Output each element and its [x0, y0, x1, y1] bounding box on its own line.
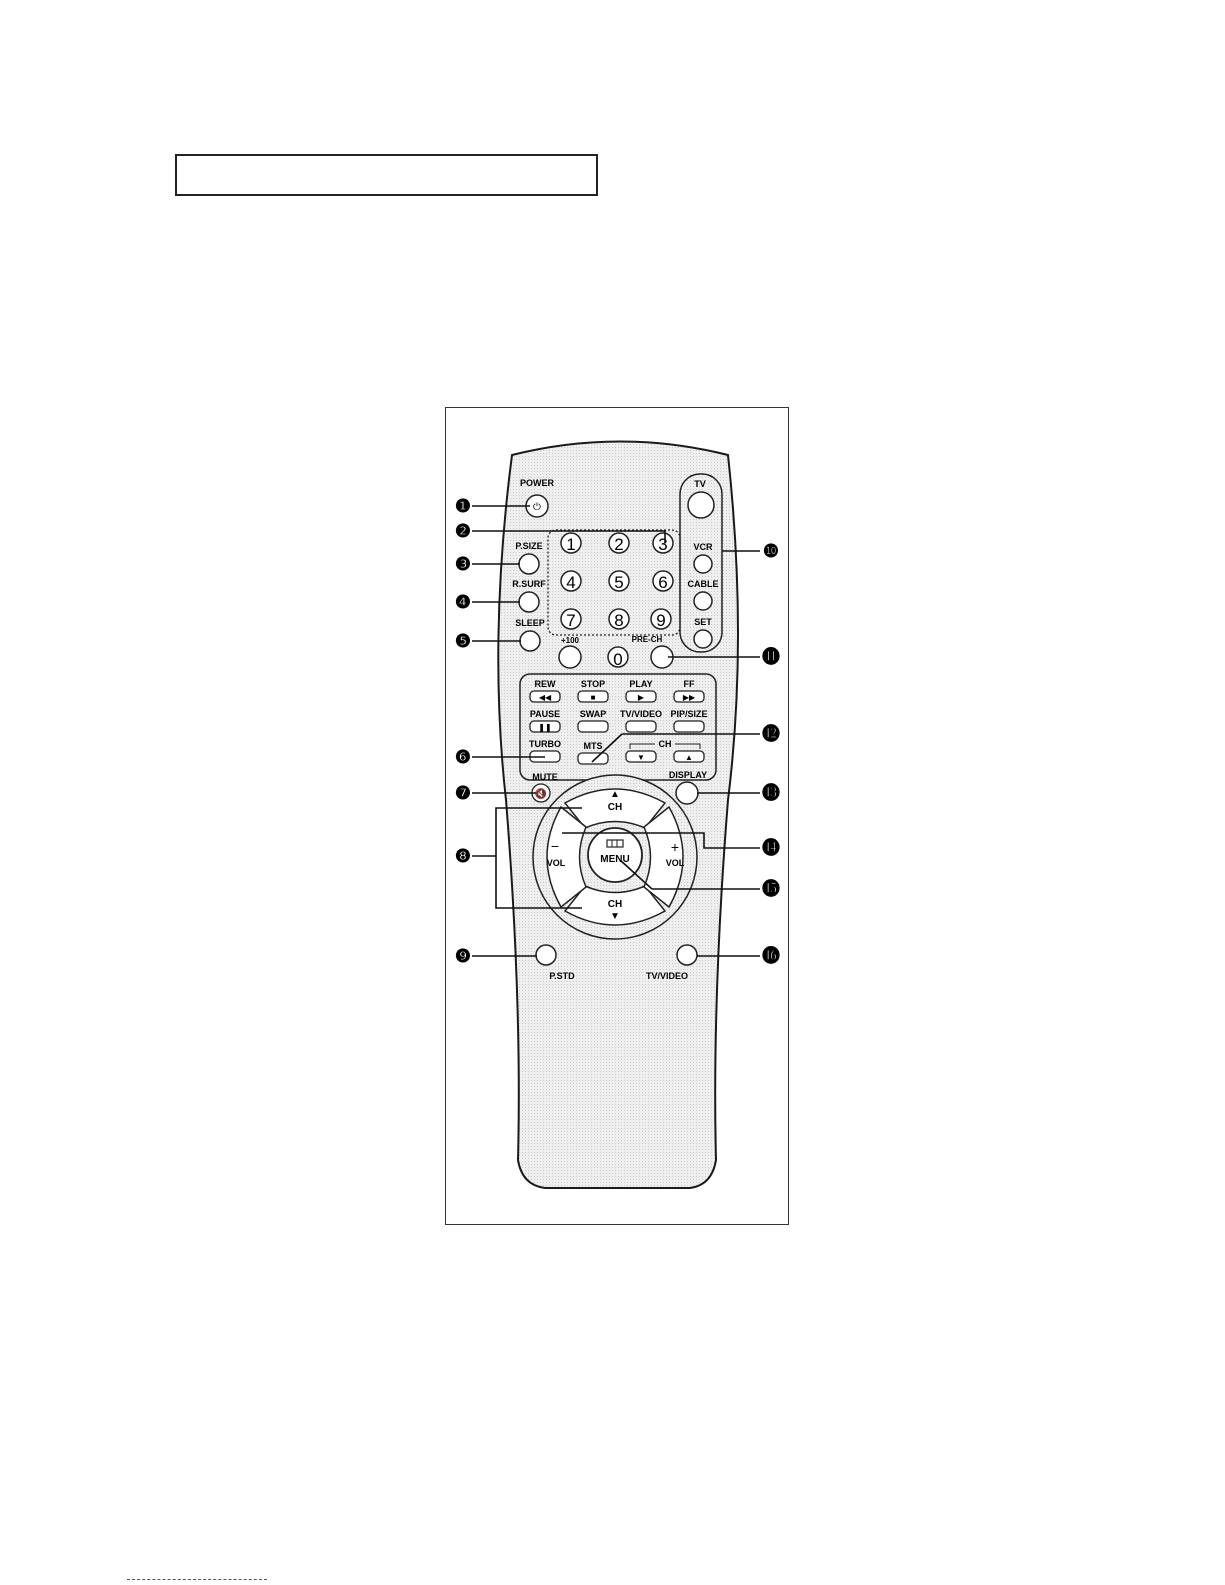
ch-down-label: CH — [607, 899, 623, 910]
tvvideo-label: TV/VIDEO — [645, 971, 689, 981]
digit-8-label: 8 — [614, 611, 624, 630]
mute-label: MUTE — [532, 772, 558, 782]
prech-label: PRE-CH — [631, 635, 663, 644]
vol-minus-label: VOL — [546, 858, 566, 868]
tv-button[interactable] — [688, 492, 714, 518]
ch-down-arrow-icon: ▼ — [610, 911, 620, 922]
callout-8: ❽ — [454, 846, 472, 866]
set-label: SET — [694, 617, 712, 627]
pstd-button[interactable] — [536, 945, 556, 965]
tvvideo-button[interactable] — [677, 945, 697, 965]
callout-4: ❹ — [454, 592, 472, 612]
mts-button[interactable] — [578, 753, 608, 764]
plus-icon: + — [670, 839, 680, 855]
minus-icon: − — [550, 838, 560, 854]
callout-7: ❼ — [454, 783, 472, 803]
sleep-button[interactable] — [520, 631, 540, 651]
vol-plus-label: VOL — [665, 858, 685, 868]
digit-7-label: 7 — [566, 611, 576, 630]
ch-down-small-icon: ▼ — [637, 753, 645, 762]
digit-1-label: 1 — [566, 535, 576, 554]
power-label: POWER — [519, 478, 555, 488]
callout-11: ⓫ — [762, 647, 780, 667]
sleep-label: SLEEP — [515, 618, 545, 628]
pause-icon: ❚❚ — [538, 723, 552, 732]
footer-rule — [127, 1579, 267, 1580]
callout-6: ❻ — [454, 747, 472, 767]
callout-1: ❶ — [454, 496, 472, 516]
display-button[interactable] — [676, 782, 698, 804]
callout-16: ⓰ — [762, 946, 780, 966]
digit-9-label: 9 — [656, 611, 666, 630]
callout-5: ❺ — [454, 631, 472, 651]
pause-label: PAUSE — [529, 709, 561, 719]
play-label: PLAY — [629, 679, 653, 689]
ff-label: FF — [683, 679, 695, 689]
mute-icon: 🔇 — [534, 789, 548, 800]
callout-14: ⓮ — [762, 838, 780, 858]
vcr-label: VCR — [693, 542, 713, 552]
callout-2: ❷ — [454, 521, 472, 541]
ch-up-arrow-icon: ▲ — [610, 789, 620, 800]
pipsize-label: PIP/SIZE — [670, 709, 708, 719]
cable-label: CABLE — [687, 579, 719, 589]
ch-small-label: CH — [658, 739, 672, 749]
digit-0-label: 0 — [613, 650, 623, 669]
psize-label: P.SIZE — [515, 541, 543, 551]
rsurf-button[interactable] — [519, 592, 539, 612]
plus100-button[interactable] — [559, 646, 581, 668]
ch-up-small-icon: ▲ — [685, 753, 693, 762]
set-button[interactable] — [694, 630, 712, 648]
callout-15: ⓯ — [762, 879, 780, 899]
pstd-label: P.STD — [549, 971, 575, 981]
digit-5-label: 5 — [614, 573, 624, 592]
digit-2-label: 2 — [614, 535, 624, 554]
callout-9: ❾ — [454, 946, 472, 966]
plus100-label: +100 — [560, 636, 580, 645]
mts-label: MTS — [583, 741, 603, 751]
turbo-label: TURBO — [529, 739, 561, 749]
stop-label: STOP — [580, 679, 606, 689]
digit-4-label: 4 — [566, 573, 576, 592]
ff-icon: ▶▶ — [682, 693, 696, 702]
pipsize-button[interactable] — [674, 721, 704, 732]
callout-10: ❿ — [762, 541, 780, 561]
tv-label: TV — [694, 479, 706, 489]
rew-label: REW — [534, 679, 556, 689]
callout-12: ⓬ — [762, 724, 780, 744]
vcr-button[interactable] — [694, 555, 712, 573]
swap-button[interactable] — [578, 721, 608, 732]
rew-icon: ◀◀ — [538, 693, 552, 702]
display-label: DISPLAY — [668, 770, 708, 780]
callout-3: ❸ — [454, 554, 472, 574]
play-icon: ▶ — [637, 693, 645, 702]
stop-icon: ■ — [590, 693, 596, 702]
callout-13: ⓭ — [762, 783, 780, 803]
number-keys — [561, 533, 673, 630]
swap-label: SWAP — [579, 709, 607, 719]
ch-up-label: CH — [607, 802, 623, 813]
menu-label: MENU — [600, 854, 630, 865]
tvvideo-small-label: TV/VIDEO — [619, 709, 663, 719]
power-icon: ⏻ — [533, 502, 541, 513]
digit-6-label: 6 — [658, 573, 668, 592]
tvvideo-small-button[interactable] — [626, 721, 656, 732]
rsurf-label: R.SURF — [512, 579, 546, 589]
digit-3-label: 3 — [658, 535, 668, 554]
psize-button[interactable] — [519, 554, 539, 574]
cable-button[interactable] — [694, 592, 712, 610]
